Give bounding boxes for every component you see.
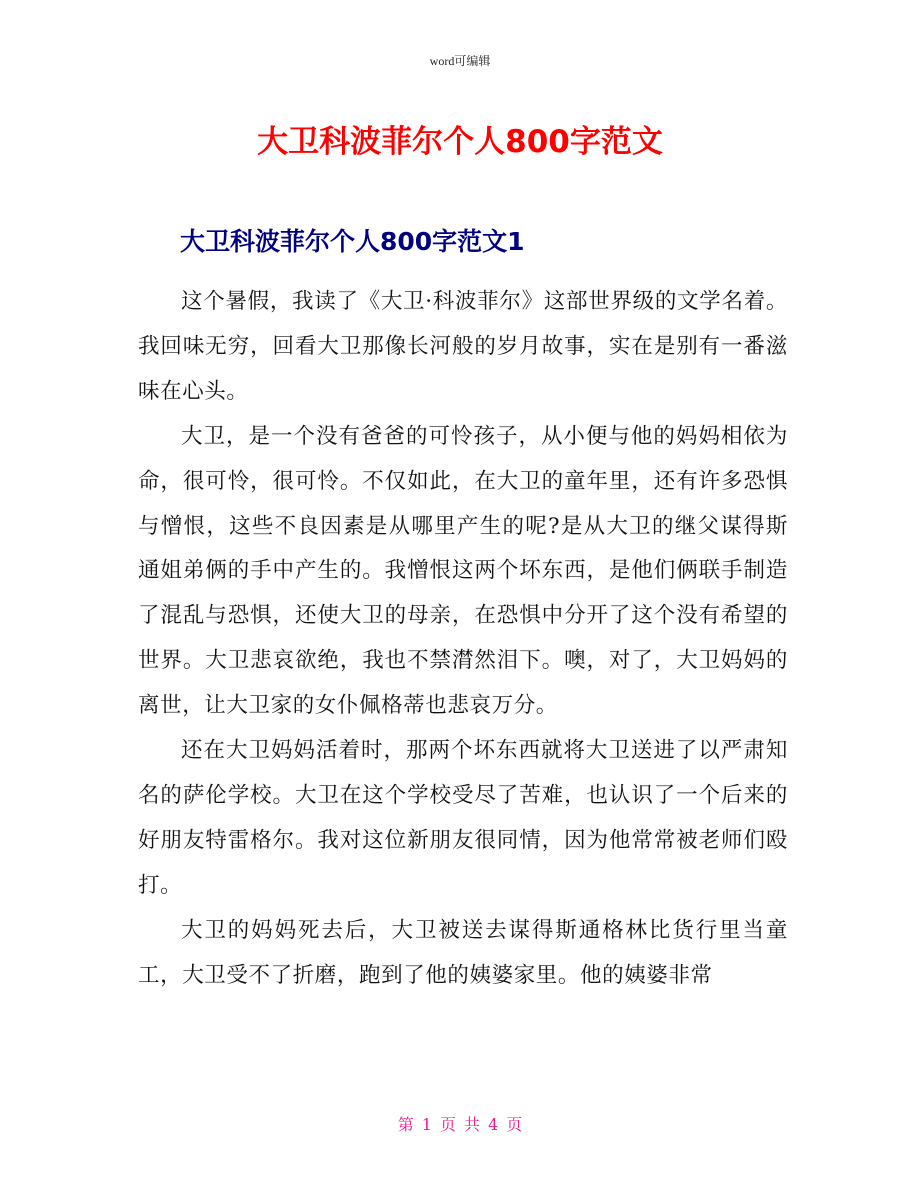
document-title: 大卫科波菲尔个人800字范文 <box>257 124 663 160</box>
section-heading: 大卫科波菲尔个人800字范文1 <box>180 227 525 256</box>
paragraph: 大卫，是一个没有爸爸的可怜孩子，从小便与他的妈妈相依为命，很可怜，很可怜。不仅如此，在大卫的童年里，还有许多恐惧与憎恨，这些不良因素是从哪里产生的呢?是从大卫的继父谋得斯通姐弟俩的手中产生的。我憎恨这两个坏东西，是他们俩联手制造了混乱与恐惧，还使大卫的母亲，在恐惧中分开了这个没有希望的世界。大卫悲哀欲绝，我也不禁潸然泪下。噢，对了，大卫妈妈的离世，让大卫家的女仆佩格蒂也悲哀万分。 <box>138 423 788 719</box>
page-footer <box>0 1112 920 1135</box>
footer-suffix: 页 <box>506 1115 523 1134</box>
footer-page-word: 页 <box>439 1115 456 1134</box>
header-note: word可编辑 <box>429 54 491 68</box>
paragraph: 还在大卫妈妈活着时，那两个坏东西就将大卫送进了以严肃知名的萨伦学校。大卫在这个学校受尽了苦难，也认识了一个后来的好朋友特雷格尔。我对这位新朋友很同情，因为他常常被老师们殴打。 <box>138 738 788 898</box>
document-body <box>138 280 788 999</box>
footer-total-prefix: 共 <box>464 1115 481 1134</box>
paragraph: 大卫的妈妈死去后，大卫被送去谋得斯通格林比货行里当童工，大卫受不了折磨，跑到了他的姨婆家里。他的姨婆非常 <box>138 917 788 988</box>
footer-prefix: 第 <box>397 1115 414 1134</box>
paragraph: 这个暑假，我读了《大卫·科波菲尔》这部世界级的文学名着。我回味无穷，回看大卫那像长河般的岁月故事，实在是别有一番滋味在心头。 <box>138 289 788 404</box>
current-page-number: 1 <box>421 1115 432 1134</box>
total-pages-number: 4 <box>488 1115 499 1134</box>
